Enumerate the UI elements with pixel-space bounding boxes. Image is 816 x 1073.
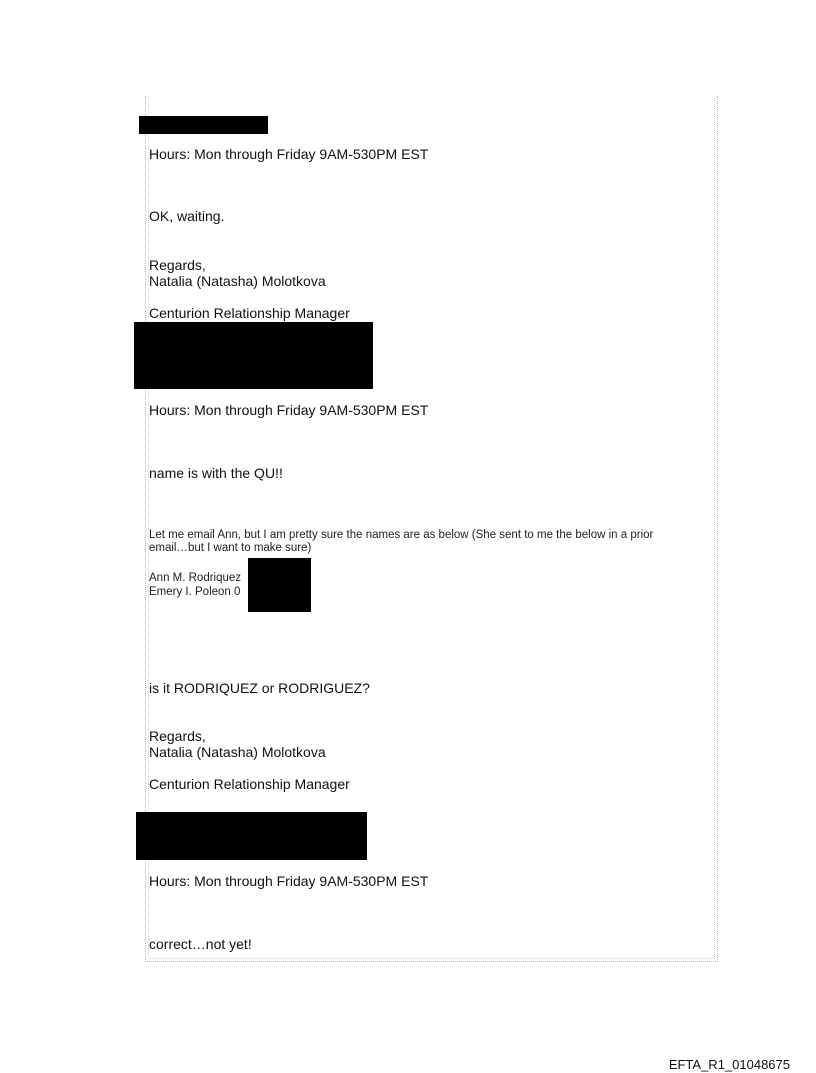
sender-name: Natalia (Natasha) Molotkova [149,273,326,289]
regards-line: Regards, [149,728,206,744]
email-body-line: email…but I want to make sure) [149,542,312,554]
hours-line: Hours: Mon through Friday 9AM-530PM EST [149,873,429,889]
redaction-bar [136,812,367,860]
sender-name: Natalia (Natasha) Molotkova [149,744,326,760]
hours-line: Hours: Mon through Friday 9AM-530PM EST [149,402,429,418]
sender-title: Centurion Relationship Manager [149,305,350,321]
sender-title: Centurion Relationship Manager [149,776,350,792]
redaction-bar [139,116,268,134]
email-body-line: Let me email Ann, but I am pretty sure the names are as below (She sent to me the below in a prior [149,529,654,541]
question-message: is it RODRIQUEZ or RODRIGUEZ? [149,680,370,696]
redaction-bar [248,558,311,612]
name-list-item: Ann M. Rodriquez [149,572,242,584]
reply-message: OK, waiting. [149,208,225,224]
reply-message: name is with the QU!! [149,465,283,481]
regards-line: Regards, [149,257,206,273]
document-id: EFTA_R1_01048675 [668,1057,790,1072]
reply-message: correct…not yet! [149,936,252,952]
name-list-item: Emery I. Poleon 0 [149,586,241,598]
redaction-bar [134,322,373,389]
hours-line: Hours: Mon through Friday 9AM-530PM EST [149,146,429,162]
